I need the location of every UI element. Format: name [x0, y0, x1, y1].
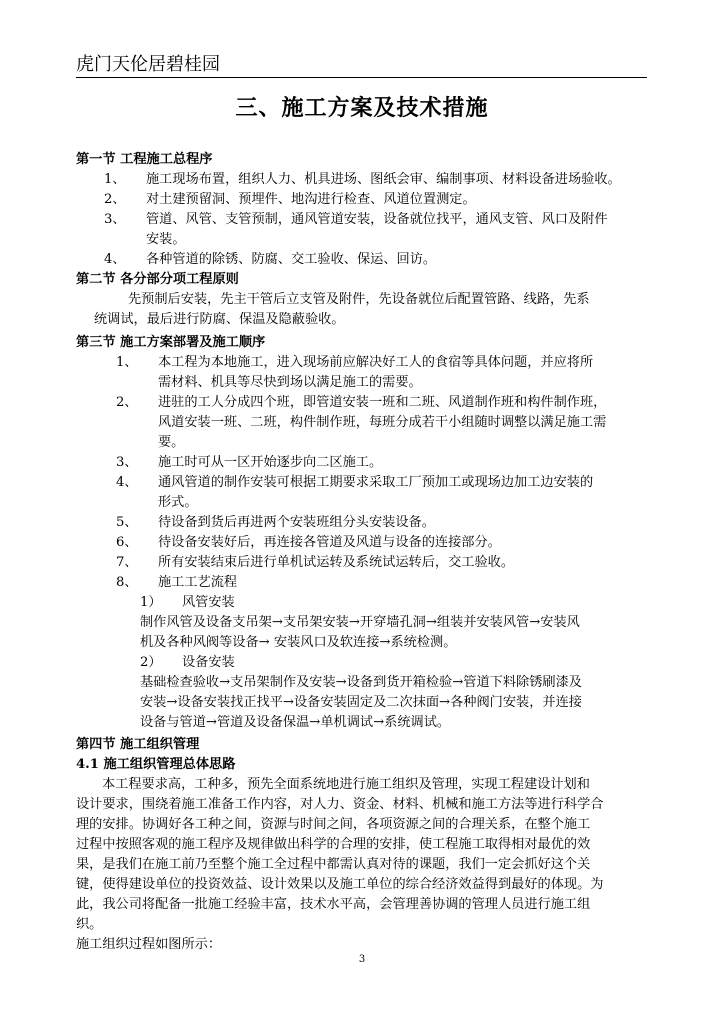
- process-flow-line: 制作风管及设备支吊架→支吊架安装→开穿墙孔洞→组装并安装风管→安装风: [140, 615, 580, 630]
- paragraph-line: 设计要求，围绕着施工准备工作内容，对人力、资金、材料、机械和施工方法等进行科学合: [76, 797, 604, 812]
- section-2-heading: 第二节 各分部分项工程原则: [76, 272, 239, 287]
- list-item-text: 形式。: [158, 495, 198, 510]
- process-flow-line: 机及各种风阀等设备→ 安装风口及软连接→系统检测。: [140, 635, 457, 650]
- list-item-number: 8、: [116, 575, 138, 590]
- list-item-number: 7、: [116, 555, 138, 570]
- header-rule: [76, 77, 647, 78]
- list-item-text: 要。: [158, 435, 185, 450]
- list-item-text: 管道、风管、支管预制，通风管道安装，设备就位找平，通风支管、风口及附件: [146, 212, 608, 227]
- list-item-text: 进驻的工人分成四个班，即管道安装一班和二班、风道制作班和构件制作班，: [158, 395, 607, 410]
- list-item-number: 2、: [104, 192, 126, 207]
- list-item-text: 通风管道的制作安装可根据工期要求采取工厂预加工或现场边加工边安装的: [158, 475, 594, 490]
- paragraph-line: 果，是我们在施工前乃至整个施工全过程中都需认真对待的课题，我们一定会抓好这个关: [76, 857, 591, 872]
- process-flow-line: 设备与管道→管道及设备保温→单机调试→系统调试。: [140, 715, 451, 730]
- list-item-text: 本工程为本地施工，进入现场前应解决好工人的食宿等具体问题，并应将所: [158, 355, 594, 370]
- paragraph-line: 此，我公司将配备一批施工经验丰富，技术水平高，会管理善协调的管理人员进行施工组: [76, 897, 591, 912]
- sub-item-number: 2）: [140, 655, 162, 670]
- list-item-text: 施工工艺流程: [158, 575, 238, 590]
- list-item-text: 施工时可从一区开始逐步向二区施工。: [158, 455, 383, 470]
- sub-item-label: 风管安装: [182, 595, 235, 610]
- list-item-text: 风道安装一班、二班，构件制作班，每班分成若干小组随时调整以满足施工需: [158, 415, 607, 430]
- closing-line: 施工组织过程如图所示：: [76, 937, 222, 952]
- list-item-number: 2、: [116, 395, 138, 410]
- list-item-number: 5、: [116, 515, 138, 530]
- list-item-number: 4、: [116, 475, 138, 490]
- sub-item-label: 设备安装: [182, 655, 235, 670]
- section-3-heading: 第三节 施工方案部署及施工顺序: [76, 335, 266, 350]
- list-item-number: 1、: [104, 172, 126, 187]
- paragraph-line: 键，使得建设单位的投资效益、设计效果以及施工单位的综合经济效益得到最好的体现。为: [76, 877, 604, 892]
- list-item-text: 施工现场布置，组织人力、机具进场、图纸会审、编制事项、材料设备进场验收。: [146, 172, 621, 187]
- list-item-number: 6、: [116, 535, 138, 550]
- paragraph-line: 织。: [76, 917, 103, 932]
- sub-item-number: 1）: [140, 595, 162, 610]
- page-title: 三、施工方案及技术措施: [235, 95, 489, 121]
- list-item-text: 待设备安装好后，再连接各管道及风道与设备的连接部分。: [158, 535, 501, 550]
- list-item-text: 待设备到货后再进两个安装班组分头安装设备。: [158, 515, 435, 530]
- list-item-number: 3、: [116, 455, 138, 470]
- page-number: 3: [358, 954, 366, 965]
- list-item-number: 4、: [104, 252, 126, 267]
- page-header: 虎门天伦居碧桂园: [76, 54, 220, 75]
- section-4-heading: 第四节 施工组织管理: [76, 737, 200, 752]
- list-item-text: 需材料、机具等尽快到场以满足施工的需要。: [158, 375, 422, 390]
- section-1-heading: 第一节 工程施工总程序: [76, 152, 213, 167]
- paragraph-line: 先预制后安装，先主干管后立支管及附件，先设备就位后配置管路、线路，先系: [128, 292, 590, 307]
- paragraph-line: 统调试，最后进行防腐、保温及隐蔽验收。: [94, 312, 345, 327]
- list-item-text: 所有安装结束后进行单机试运转及系统试运转后，交工验收。: [158, 555, 515, 570]
- process-flow-line: 基础检查验收→支吊架制作及安装→设备到货开箱检验→管道下料除锈刷漆及: [140, 675, 582, 690]
- process-flow-line: 安装→设备安装找正找平→设备安装固定及二次抹面→各种阀门安装，并连接: [140, 695, 582, 710]
- paragraph-line: 理的安排。协调好各工种之间，资源与时间之间，各项资源之间的合理关系，在整个施工: [76, 817, 591, 832]
- subsection-heading: 4.1 施工组织管理总体思路: [76, 757, 236, 772]
- list-item-text: 对土建预留洞、预埋件、地沟进行检查、风道位置测定。: [146, 192, 476, 207]
- list-item-text: 各种管道的除锈、防腐、交工验收、保运、回访。: [146, 252, 437, 267]
- list-item-number: 3、: [104, 212, 126, 227]
- paragraph-line: 过程中按照客观的施工程序及规律做出科学的合理的安排，使工程施工取得相对最优的效: [76, 837, 591, 852]
- list-item-number: 1、: [116, 355, 138, 370]
- paragraph-line: 本工程要求高，工种多，预先全面系统地进行施工组织及管理，实现工程建设计划和: [102, 777, 590, 792]
- list-item-text: 安装。: [146, 232, 186, 247]
